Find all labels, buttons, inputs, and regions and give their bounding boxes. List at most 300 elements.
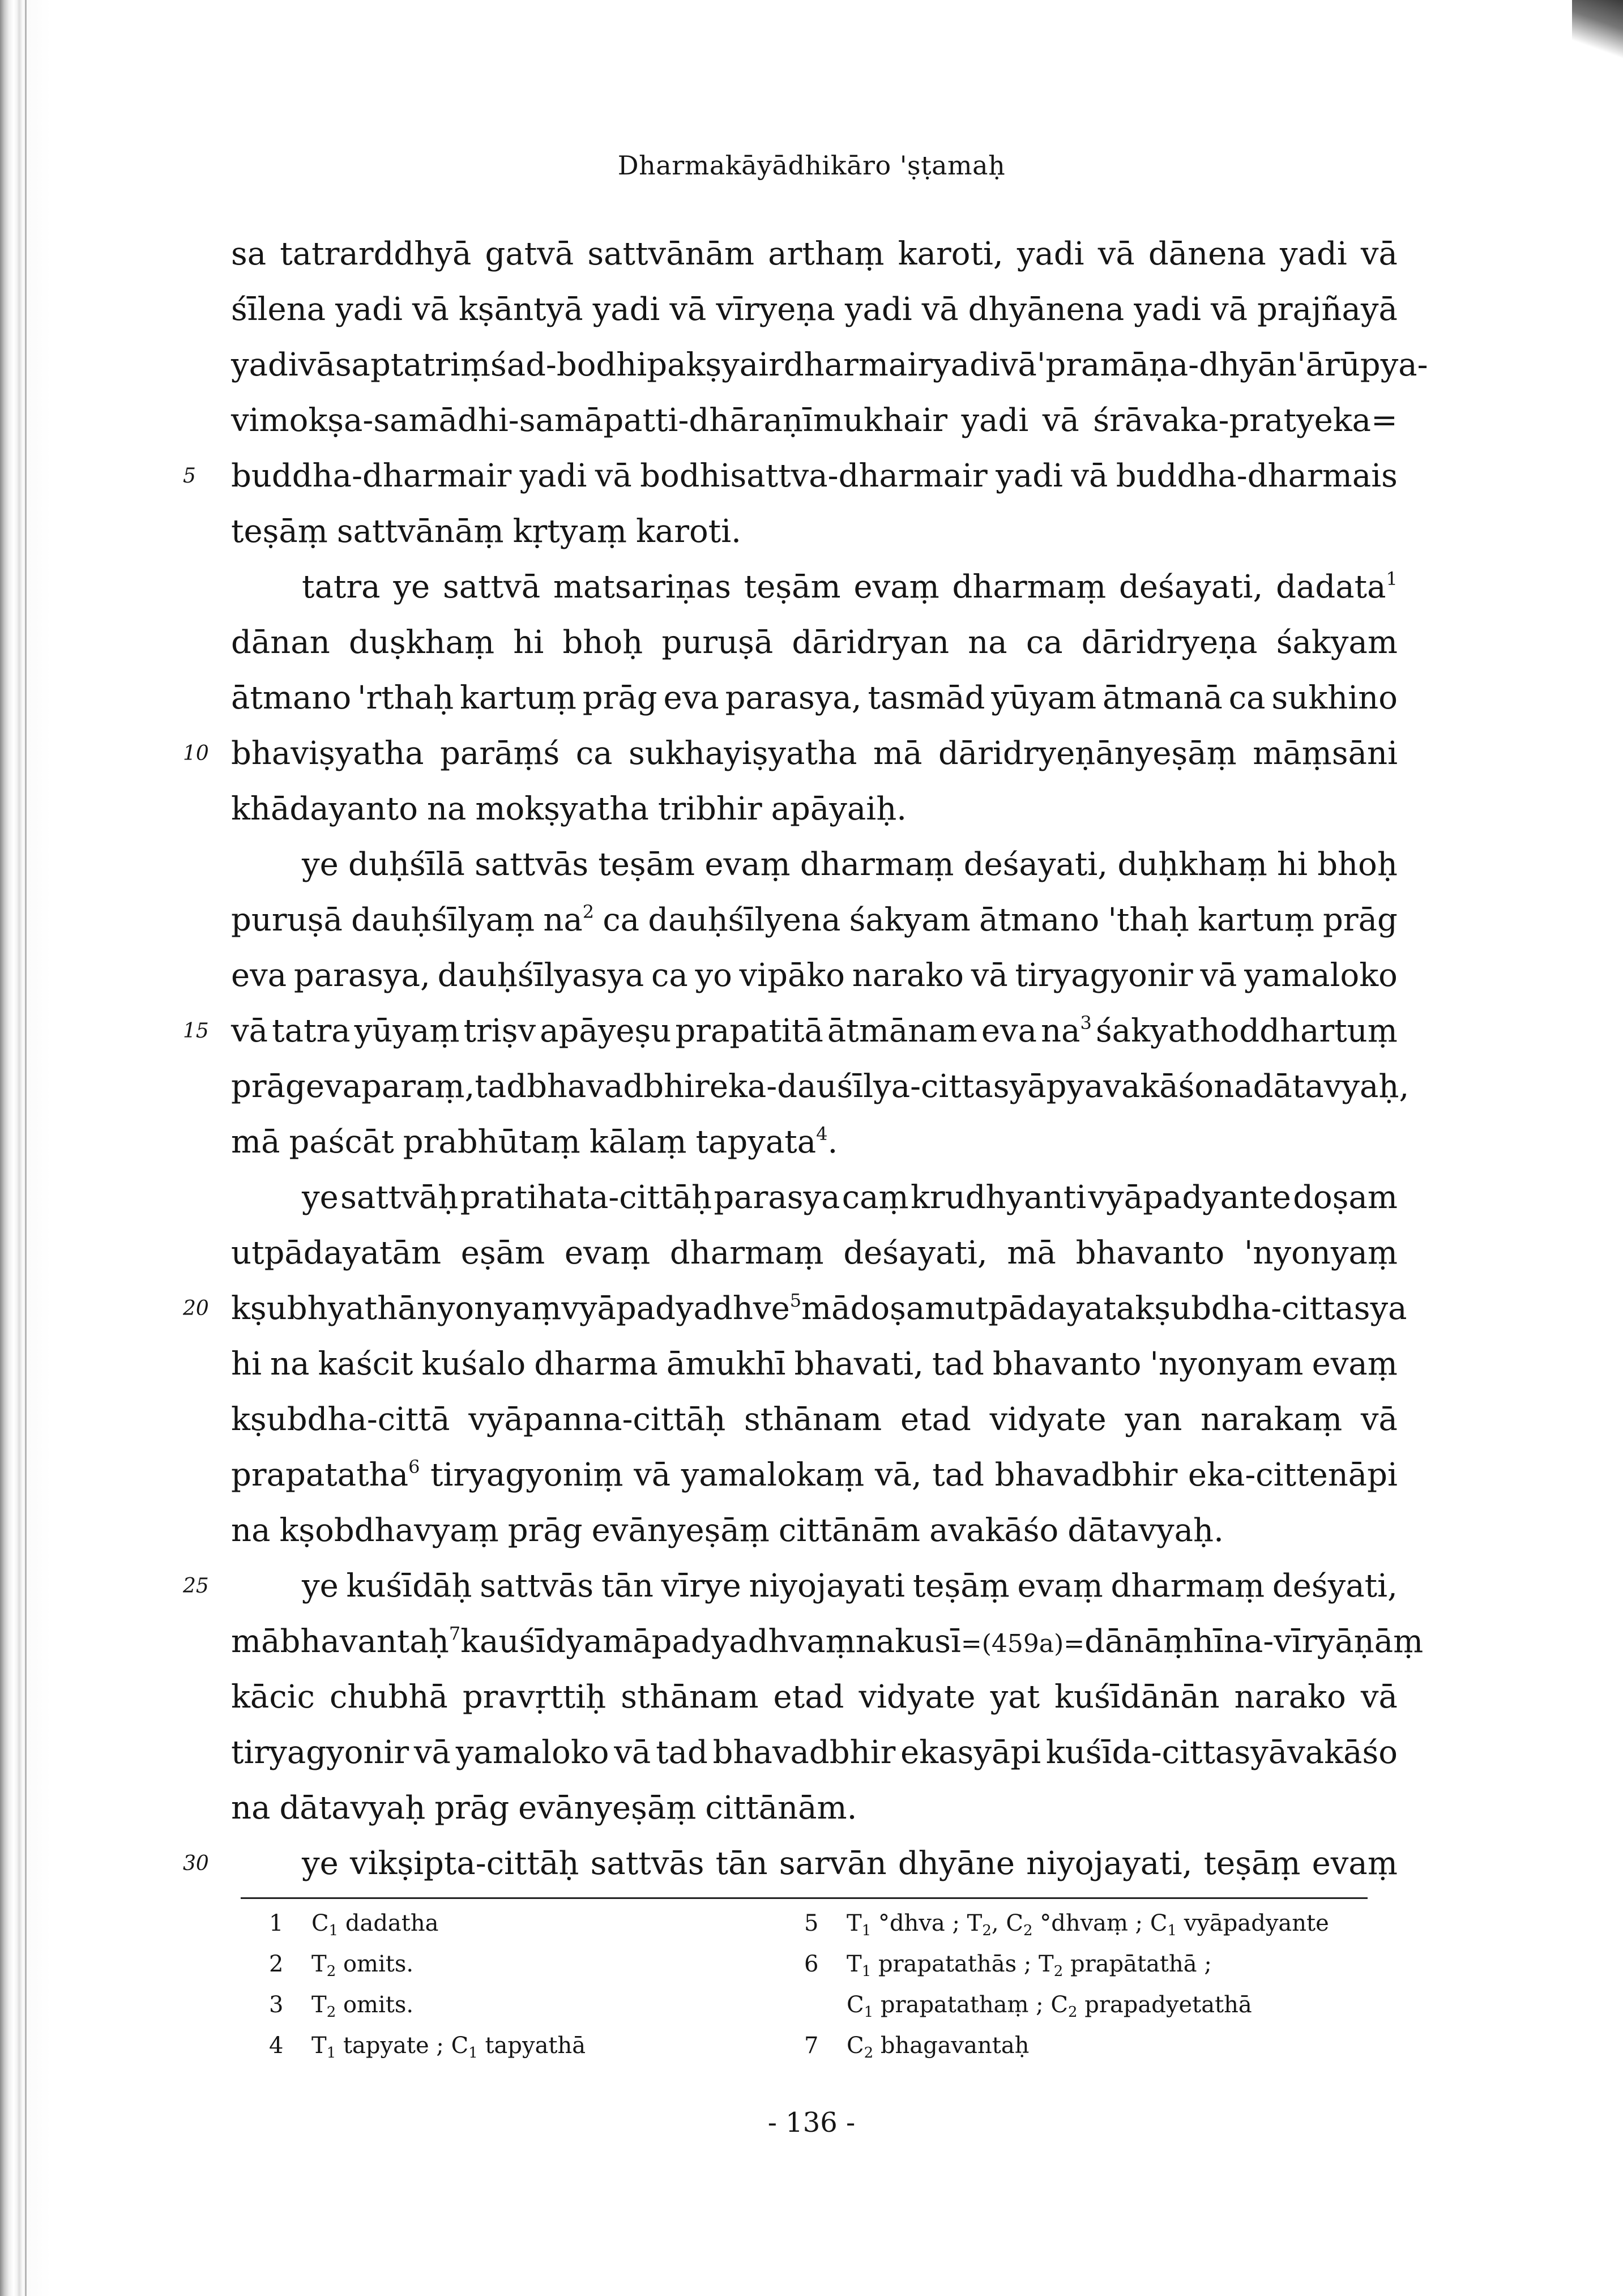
footnote-number [804,1985,847,2025]
text-segment: vā [1211,291,1248,328]
text-segment: prāg [231,1068,306,1105]
text-segment: vā [1360,236,1398,272]
text-segment: prapatitā [675,1013,823,1049]
text-segment: teṣām [598,846,695,883]
text-segment: mokṣyatha [475,791,649,827]
text-line [231,948,1398,1004]
text-segment: yadi [1134,291,1202,328]
text-line [231,1337,1398,1392]
text-line [231,893,1398,948]
text-segment: mā [873,735,922,772]
text-segment: eka-dauśīlya-cittasyāpy [709,1068,1084,1105]
text-segment: śakyathoddhartuṃ [1095,1013,1398,1049]
text-segment: ye [302,1179,339,1216]
text-segment: doṣam [850,1290,955,1327]
text-segment: kuśīdānān [1054,1679,1220,1715]
text-segment: prajñayā [1257,291,1398,328]
footnote-text: $T_2$ omits. [311,1951,414,1980]
text-segment: etad [773,1679,844,1715]
text-segment: prāg [507,1512,583,1549]
text-segment: yadi [335,291,403,328]
text-line [231,393,1398,449]
text-segment: dhyānena [968,291,1125,328]
text-segment: eva [231,957,287,994]
text-segment: āmukhī [666,1346,786,1382]
text-segment: vipāko [739,957,845,994]
text-segment: ye [302,846,339,883]
text-line [231,671,1398,726]
text-segment: vā [298,347,335,383]
text-line [231,1170,1398,1226]
text-segment: tribhir [657,791,762,827]
text-segment: tad [475,1068,527,1105]
text-segment: kṣāntyā [458,291,583,328]
text-segment: vā, [874,1457,922,1493]
text-segment: kṣubdha-cittā [231,1401,450,1438]
text-segment: yamaloko [1244,957,1398,994]
text-segment: saptatriṃśad-bodhipakṣyair [335,347,784,383]
text-segment: na [426,791,467,827]
text-segment: dharma [534,1346,658,1382]
text-segment: tad [932,1346,984,1382]
text-segment: tān [715,1845,768,1882]
text-segment: ātmānam [827,1013,977,1049]
text-segment: arthaṃ [768,236,885,272]
text-segment: yo [695,957,732,994]
text-segment: tiryagyonir [1015,957,1193,994]
text-segment: vā [634,1457,671,1493]
text-segment: niyojayati, [1026,1845,1193,1882]
text-segment: parasya, [293,957,430,994]
text-segment: yadi [231,347,298,383]
text-segment: hīna-vīryāṇāṃ [1193,1623,1424,1660]
text-segment: yadi [519,458,587,494]
text-segment: triṣv [463,1013,536,1049]
footnote-rule [241,1897,1368,1899]
text-segment: vā [1071,458,1108,494]
text-segment: yamaloko [455,1734,609,1771]
text-segment: yadi [592,291,660,328]
text-segment: na [270,1346,310,1382]
text-segment: vā [595,458,632,494]
text-segment: narakaṃ [1201,1401,1343,1438]
text-segment: ca [1228,680,1266,716]
text-segment: mā [801,1290,851,1327]
text-segment: sthānam [744,1401,882,1438]
text-segment: deśayati, [1119,569,1263,605]
text-segment: śakyam [1276,624,1398,661]
text-segment: yadi [933,347,1000,383]
text-segment: prabhūtaṃ [403,1124,580,1160]
text-segment: kācic [231,1679,315,1715]
text-segment: hi [231,1346,262,1382]
text-segment: vā [412,291,449,328]
text-segment: yadi [1016,236,1084,272]
text-segment: sattvās [480,1568,594,1604]
text-segment: 'thaḥ [1108,902,1189,938]
text-segment: yan [1125,1401,1182,1438]
text-segment: ātmano [979,902,1100,938]
footnote-number: 3 [269,1992,284,2018]
text-segment: evaṃ [1017,1568,1103,1604]
text-segment: eva [663,680,719,716]
text-segment: eva [981,1013,1037,1049]
text-segment: dhyāne [898,1845,1015,1882]
text-segment: yat [990,1679,1040,1715]
text-segment: dātavyaḥ, [1253,1068,1410,1105]
text-segment: sa [231,236,267,272]
scan-binding-edge [0,0,51,2296]
text-segment: vyāpanna-cittāḥ [468,1401,726,1438]
text-segment: narako [1234,1679,1346,1715]
text-segment: vā [921,291,959,328]
text-segment: teṣāṃ [912,1568,1010,1604]
text-segment: sattvānāṃ [336,513,504,550]
text-line [231,1226,1398,1281]
text-segment: buddha-dharmair [231,458,512,494]
text-segment: dharmaṃ [800,846,954,883]
line-number: 5 [183,464,196,488]
footnote-number: 4 [269,2033,284,2059]
text-segment: dauḥśīlyena [648,902,841,938]
text-segment: $na^2$ [543,901,595,938]
text-segment: parasya [714,1179,840,1216]
text-segment: tatra [302,569,381,605]
text-segment: deśayati, [843,1235,988,1271]
text-segment: śrāvaka-pratyeka= [1093,402,1398,439]
text-segment: narako [852,957,964,994]
text-segment: kuśīda-cittasyāvakāśo [1045,1734,1398,1771]
text-segment: bhavati, [794,1346,924,1382]
text-segment: na [968,624,1007,661]
text-line [183,1836,1398,1892]
page-number: - 136 - [767,2107,856,2139]
line-number: 30 [183,1852,209,1875]
text-segment: dauḥśīlyaṃ [351,902,535,938]
text-segment: prāg [582,680,657,716]
text-segment: pravṛttiḥ [462,1679,607,1715]
text-segment: yadi [844,291,912,328]
text-segment: prāg [434,1790,510,1826]
text-segment: bhoḥ [1317,846,1398,883]
text-segment: duḥkhaṃ [1117,846,1267,883]
text-segment: ca [603,902,640,938]
text-segment: matsariṇas [553,569,731,605]
running-head: Dharmakāyādhikāro 'ṣṭamaḥ [617,150,1006,181]
text-segment: yamalokaṃ [681,1457,865,1493]
text-segment: vā [1200,957,1237,994]
text-segment: sattvās [475,846,589,883]
text-segment: vā [1042,402,1079,439]
text-segment: vīryeṇa [716,291,835,328]
text-segment: yūyam [991,680,1097,716]
text-segment: mā [231,1623,280,1660]
text-segment: cittānām. [705,1790,857,1826]
line-number: 25 [183,1574,209,1598]
text-line [183,1281,1407,1337]
text-segment: sthānam [621,1679,759,1715]
text-segment: parāṃś [440,735,560,772]
text-line [231,1503,1398,1559]
text-segment: ca [651,957,688,994]
text-segment: bodhisattva-dharmair [640,458,988,494]
text-segment: evaṃ [853,569,939,605]
text-segment: paraṃ, [361,1068,475,1105]
text-segment: yadi [1279,236,1347,272]
text-segment: niyojayati [749,1568,906,1604]
text-segment: vimokṣa-samādhi-samāpatti-dhāraṇīmukhair [231,402,948,439]
text-segment: apāyeṣu [540,1013,672,1049]
text-segment: vā [1360,1401,1398,1438]
text-segment: sattvās [590,1845,704,1882]
footnote-ref: 2 [582,901,595,923]
text-segment: dāridryeṇānyeṣāṃ [938,735,1237,772]
text-segment: tiryagyoniṃ [430,1457,623,1493]
text-segment: evaṃ [564,1235,651,1271]
text-segment: avakāśo [929,1512,1059,1549]
text-segment: śakyam [849,902,971,938]
footnote-ref: 4 [816,1123,828,1145]
scan-corner-shadow [1572,0,1623,79]
text-segment: vā [413,1734,451,1771]
text-line [231,1725,1398,1781]
text-segment: prapatatha$^6$ [231,1456,420,1493]
text-segment: sattvānām [587,236,755,272]
text-segment: gatvā [485,236,574,272]
footnote-ref: 7 [449,1623,461,1644]
text-line [231,1781,1398,1836]
text-segment: teṣāṃ [231,513,328,550]
text-segment: kusī=(459a)=dānāṃ [895,1623,1193,1660]
text-line [231,837,1398,893]
text-segment: evānyeṣāṃ [591,1512,770,1549]
text-line [231,1059,1410,1115]
text-line [231,1115,1398,1170]
text-segment: puruṣā [661,624,774,661]
text-segment: teṣāṃ [1203,1845,1301,1882]
text-segment: yadi [961,402,1029,439]
text-segment: kṣubdha-cittasya [1135,1290,1407,1327]
footnote-text: $C_1$ prapatathaṃ ; $C_2$ prapadyetathā [847,1992,1252,2021]
text-segment: tasmād [868,680,985,716]
text-segment: parasya, [725,680,862,716]
text-segment: māṃsāni [1253,735,1398,772]
text-segment: bhavadbhir [994,1457,1178,1493]
footnote [804,1903,1342,1944]
text-segment: dadata$^1$ [1276,568,1398,605]
text-segment: dāridryan [792,624,950,661]
text-segment: na [855,1623,895,1660]
text-segment: na [231,1512,271,1549]
footnote [269,1944,804,1985]
text-segment: chubhā [330,1679,448,1715]
text-line [231,782,1398,837]
text-segment: tad [932,1457,984,1493]
text-segment: dāridryeṇa [1081,624,1258,661]
text-line [231,1448,1398,1503]
footnote [804,2025,1342,2066]
text-segment: ca [1026,624,1063,661]
footnote-text: $T_2$ omits. [311,1992,414,2021]
text-segment: vikṣipta-cittāḥ [349,1845,579,1882]
text-segment: vidyate [989,1401,1107,1438]
text-segment: kṣubhyathānyonyaṃ [231,1290,562,1327]
text-line [231,1670,1398,1725]
text-segment: mā [1007,1235,1056,1271]
footnote-ref: 5 [789,1290,802,1311]
text-segment: doṣam [1293,1179,1398,1216]
text-segment: hi [513,624,544,661]
footnote [269,1985,804,2025]
text-segment: paścāt [289,1124,394,1160]
footnote-number: 6 [804,1951,819,1977]
text-segment: karoti, [898,236,1003,272]
text-segment: ye [393,569,430,605]
text-segment: dātavyaḥ. [1067,1512,1224,1549]
text-segment: kṣobdhavyaṃ [279,1512,499,1549]
text-segment: bhavadbhir [527,1068,710,1105]
text-segment: yūyaṃ [354,1013,460,1049]
text-segment: teṣām [744,569,841,605]
text-segment: tapyata$^4$. [695,1123,838,1160]
text-segment: sukhayiṣyatha [629,735,857,772]
text-segment: evaṃ [1312,1845,1398,1882]
folio-marker: =(459a)= [960,1629,1085,1658]
text-segment: tad [656,1734,708,1771]
text-segment: vā [1000,347,1037,383]
text-line [231,227,1398,282]
text-segment: bhavadbhir [712,1734,896,1771]
text-segment: bhoḥ [562,624,643,661]
text-segment: hi [1277,846,1308,883]
text-segment: cittānām [778,1512,921,1549]
text-line [183,726,1398,782]
text-segment: utpādayata [955,1290,1135,1327]
text-line [231,504,1398,560]
text-segment: 'pramāṇa-dhyān'ārūpya- [1036,347,1428,383]
text-segment: kauśīdyam [460,1623,633,1660]
text-segment: sattvāḥ [340,1179,459,1216]
footnote [269,2025,804,2066]
text-segment: dauḥśīlyasya [437,957,644,994]
text-segment: tatrarddhyā [280,236,472,272]
text-segment: vyāpadyadhve$^5$ [561,1290,802,1327]
text-segment: bhavanto [992,1346,1142,1382]
footnote-ref: 6 [408,1456,420,1478]
text-segment: śīlena [231,291,326,328]
text-segment: $na^3$ [1041,1012,1092,1049]
text-segment: sarvān [779,1845,887,1882]
text-segment: etad [900,1401,971,1438]
footnote-number: 1 [269,1910,284,1936]
footnote-text: $C_2$ bhagavantaḥ [847,2033,1030,2062]
text-segment: kālaṃ [589,1124,687,1160]
footnote-text: $C_1$ dadatha [311,1910,439,1939]
footnotes-right-column [804,1903,1342,2066]
text-segment: kartuṃ [460,680,576,716]
text-segment: na [231,1790,271,1826]
text-segment: ye [302,1845,339,1882]
footnote [804,1985,1342,2025]
footnote-text: $T_1$ tapyate ; $C_1$ tapyathā [311,2033,586,2062]
footnote-number: 7 [804,2033,819,2059]
text-segment: puruṣā [231,902,343,938]
text-line [183,449,1398,504]
footnote-number: 5 [804,1910,819,1936]
text-segment: vā [1097,236,1135,272]
footnote [269,1903,804,1944]
text-segment: bhavanto [1075,1235,1225,1271]
text-segment: tān [601,1568,654,1604]
text-segment: kṛtyaṃ [512,513,627,550]
text-segment: vā [971,957,1008,994]
text-segment: evaṃ [1312,1346,1398,1382]
text-segment: buddha-dharmais [1116,458,1398,494]
text-segment: utpādayatām [231,1235,442,1271]
text-segment: bhavantaḥ$^7$ [280,1623,461,1660]
text-segment: ca [575,735,613,772]
text-segment: avakāśo [1084,1068,1214,1105]
line-number: 15 [183,1019,209,1043]
text-segment: dharmair [783,347,933,383]
text-segment: evaṃ [704,846,791,883]
text-segment: deśayati, [963,846,1108,883]
text-segment: na [1214,1068,1253,1105]
text-segment: ātmanā [1103,680,1223,716]
text-segment: tiryagyonir [231,1734,409,1771]
text-segment: vyāpadyante [1088,1179,1291,1216]
text-segment: sukhino [1271,680,1398,716]
text-segment: kuśīdāḥ [346,1568,472,1604]
text-segment: dharmaṃ [1111,1568,1265,1604]
text-segment: āpadyadhvaṃ [633,1623,856,1660]
text-segment: eṣām [460,1235,545,1271]
footnotes-left-column [269,1903,804,2066]
text-segment: vā [1360,1679,1398,1715]
text-segment: dātavyaḥ [279,1790,426,1826]
text-line [231,1614,1424,1670]
text-segment: kuśalo [421,1346,526,1382]
text-segment: vā [614,1734,651,1771]
text-segment: dharmaṃ [669,1235,824,1271]
text-segment: 'nyonyam [1150,1346,1304,1382]
text-segment: vidyate [859,1679,976,1715]
main-text [183,227,1428,1892]
line-number: 10 [183,742,209,765]
text-segment: evānyeṣāṃ [518,1790,697,1826]
text-segment: duṣkhaṃ [348,624,495,661]
text-line [231,282,1398,338]
text-segment: prāg [1323,902,1398,938]
text-segment: kaścit [318,1346,413,1382]
text-line [231,338,1428,393]
text-segment: karoti. [635,513,741,550]
text-segment: dānan [231,624,330,661]
text-segment: eka-cittenāpi [1188,1457,1398,1493]
text-segment: vīrye [661,1568,741,1604]
text-segment: yadi [996,458,1063,494]
line-number: 20 [183,1297,209,1320]
text-line [231,1392,1398,1448]
text-segment: deśyati, [1272,1568,1398,1604]
footnotes [269,1903,1345,2066]
text-segment: sattvā [442,569,541,605]
footnote-text: $T_1$ prapatathās ; $T_2$ prapātathā ; [847,1951,1212,1980]
text-segment: dharmaṃ [952,569,1107,605]
text-segment: 'rthaḥ [357,680,454,716]
text-segment: ekasyāpi [900,1734,1041,1771]
text-segment: 'nyonyaṃ [1244,1235,1398,1271]
